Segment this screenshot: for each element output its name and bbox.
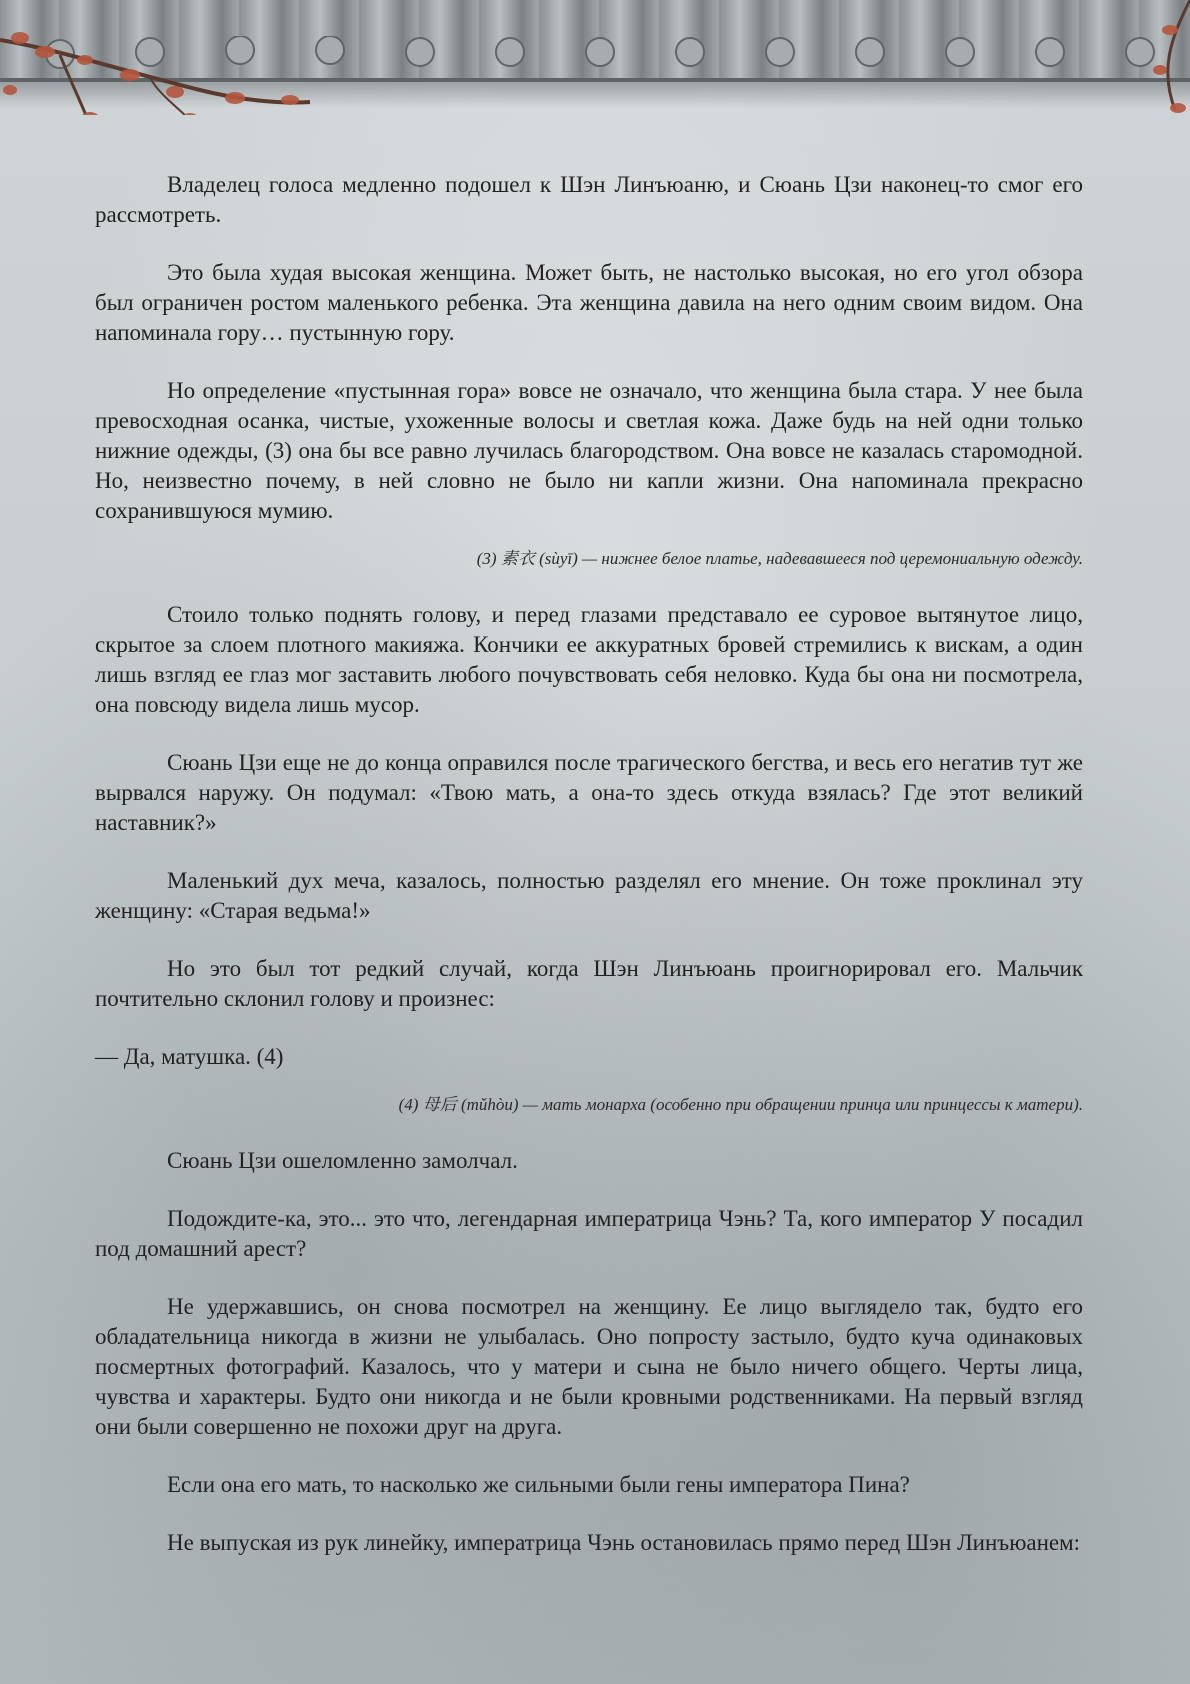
dialogue-line: — Да, матушка. (4) bbox=[95, 1044, 284, 1069]
paragraph: Владелец голоса медленно подошел к Шэн Линъюаню, и Сюань Цзи наконец-то смог его рассмотреть. bbox=[95, 172, 1083, 227]
paragraph: Не удержавшись, он снова посмотрел на женщину. Ее лицо выглядело так, будто его обладательница никогда в жизни не улыбалась. Оно попросту застыло, будто куча одинаковых посмертных фотографий. Казалось, что у матери и сына не было ничего общего. Черты лица, чувства и характеры. Будто они никогда и не были кровными родственниками. На первый взгляд они были совершенно не похожи друг на друга. bbox=[95, 1294, 1083, 1439]
paragraph: Сюань Цзи еще не до конца оправился после трагического бегства, и весь его негатив тут же вырвался наружу. Он подумал: «Твою мать, а она-то здесь откуда взялась? Где этот великий наставник?» bbox=[95, 750, 1083, 835]
paragraph: Подождите-ка, это... это что, легендарная императрица Чэнь? Та, кого император У посадил под домашний арест? bbox=[95, 1206, 1083, 1261]
paragraph: Если она его мать, то насколько же сильными были гены императора Пина? bbox=[167, 1472, 910, 1497]
blossom-branch-left bbox=[0, 0, 320, 115]
paragraph: Маленький дух меча, казалось, полностью разделял его мнение. Он тоже проклинал эту женщину: «Старая ведьма!» bbox=[95, 868, 1083, 923]
paragraph: Но определение «пустынная гора» вовсе не означало, что женщина была стара. У нее была превосходная осанка, чистые, ухоженные волосы и светлая кожа. Даже будь на ней одни только нижние одежды, (3) она бы все равно лучилась благородством. Она вовсе не казалась старомодной. Но, неизвестно почему, в ней словно не было ни капли жизни. Она напоминала прекрасно сохранившуюся мумию. bbox=[95, 378, 1083, 523]
paragraph: Стоило только поднять голову, и перед глазами представало ее суровое вытянутое лицо, скрытое за слоем плотного макияжа. Кончики ее аккуратных бровей стремились к вискам, а один лишь взгляд ее глаз мог заставить любого почувствовать себя неловко. Куда бы она ни посмотрела, она повсюду видела лишь мусор. bbox=[95, 602, 1083, 717]
document-page bbox=[95, 170, 1083, 1586]
paragraph: Не выпуская из рук линейку, императрица Чэнь остановилась прямо перед Шэн Линъюанем: bbox=[167, 1530, 1081, 1555]
paragraph: Но это был тот редкий случай, когда Шэн Линъюань проигнорировал его. Мальчик почтительно склонил голову и произнес: bbox=[95, 956, 1083, 1011]
paragraph: Сюань Цзи ошеломленно замолчал. bbox=[167, 1148, 518, 1173]
paragraph: Это была худая высокая женщина. Может быть, не настолько высокая, но его угол обзора был ограничен ростом маленького ребенка. Эта женщина давила на него одним своим видом. Она напоминала гору… пустынную гору. bbox=[95, 260, 1083, 345]
roof-tiles-decoration bbox=[0, 0, 1190, 115]
footnote: (4) 母后 (mǔhòu) — мать монарха (особенно при обращении принца или принцессы к матери). bbox=[398, 1095, 1083, 1114]
blossom-branch-right bbox=[1090, 0, 1190, 115]
footnote: (3) 素衣 (sùyī) — нижнее белое платье, надевавшееся под церемониальную одежду. bbox=[476, 549, 1083, 568]
